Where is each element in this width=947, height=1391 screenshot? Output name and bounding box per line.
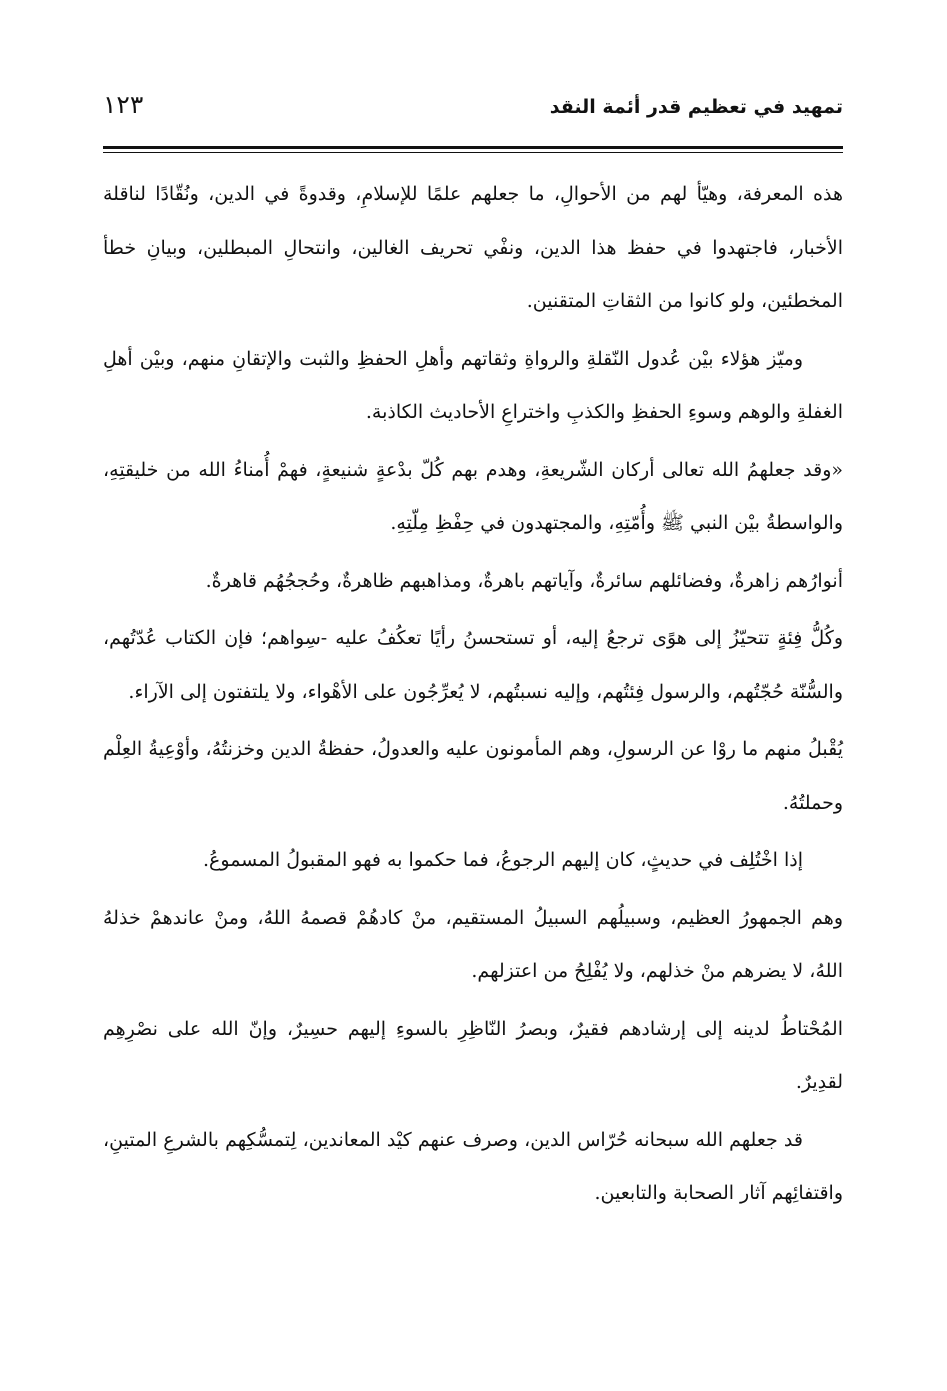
paragraph: يُقْبلُ منهم ما روْا عن الرسولِ، وهم المأمونون عليه والعدولُ، حفظةُ الدين وخزنتُهُ، وأوْعِيةُ العِلْم وحملتُهُ.: [103, 738, 843, 814]
paragraph: هذه المعرفة، وهيّأ لهم من الأحوالِ، ما جعلهم علمًا للإسلامِ، وقدوةً في الدين، ونُقّادًا لناقلة الأخبار، فاجتهدوا في حفظ هذا الدين، ونفْي تحريف الغالين، وانتحالِ المبطلين، وبيانِ خطأ المخطئين، ولو كانوا من الثقاتِ المتقنين.: [103, 183, 843, 312]
header-rule-thin: [103, 152, 843, 153]
paragraph: وهم الجمهورُ العظيم، وسبيلُهم السبيلُ المستقيم، منْ كادهُمْ قصمهُ اللهُ، ومنْ عاندهمْ خذلهُ اللهُ، لا يضرهم منْ خذلهم، ولا يُفْلِحُ من اعتزلهم.: [103, 906, 843, 982]
paragraph: المُحْتاطُ لدينه إلى إرشادهم فقيرٌ، وبصرُ النّاظِرِ بالسوءِ إليهم حسِيرٌ، وإنّ الله على نصْرِهِم لقدِيرٌ.: [103, 1017, 843, 1093]
paragraph: إذا اخْتُلِف في حديثٍ، كان إليهم الرجوعُ، فما حكموا به فهو المقبولُ المسموعُ.: [203, 849, 803, 871]
paragraph: وكُلُّ فِئةٍ تتحيّزُ إلى هوًى ترجعُ إليه، أو تستحسنُ رأيًا تعكُفُ عليه -سِواهم؛ فإن الكتاب عُدّتُهم، والسُّنّة حُجّتُهم، والرسول فِئتُهم، وإليه نسبتُهم، لا يُعرِّجُون على الأهْواء، ولا يلتفتون إلى الآراء.: [103, 627, 843, 703]
page-header: [103, 88, 843, 128]
running-title: تمهيد في تعظيم قدر أئمة النقد: [549, 96, 843, 118]
body-text: [103, 168, 843, 1225]
paragraph: أنوارُهم زاهرةٌ، وفضائلهم سائرةٌ، وآياتهم باهرةٌ، ومذاهبهم ظاهرةٌ، وحُججُهُم قاهرةٌ.: [205, 569, 843, 592]
paragraph: قد جعلهم الله سبحانه حُرّاس الدين، وصرف عنهم كيْد المعاندين، لِتمسُّكِهم بالشرعِ المتينِ، واقتفائِهم آثار الصحابة والتابعين.: [103, 1128, 843, 1204]
paragraph: «وقد جعلهمُ الله تعالى أركان الشّريعةِ، وهدم بهم كُلّ بدْعةٍ شنيعةٍ، فهمْ أُمناءُ الله من خليقتِهِ، والواسطةُ بيْن النبي ﷺ وأُمّتِهِ، والمجتهدون في حِفْظِ مِلّتِهِ.: [103, 458, 843, 534]
paragraph: وميّز هؤلاء بيْن عُدول النّقلةِ والرواةِ وثقاتهم وأهلِ الحفظِ والثبت والإتقانِ منهم، وبيْن أهلِ الغفلةِ والوهم وسوءِ الحفظِ والكذبِ واختراعِ الأحاديث الكاذبة.: [103, 347, 843, 423]
page-number: ١٢٣: [103, 90, 144, 119]
header-rule-thick: [103, 146, 843, 149]
